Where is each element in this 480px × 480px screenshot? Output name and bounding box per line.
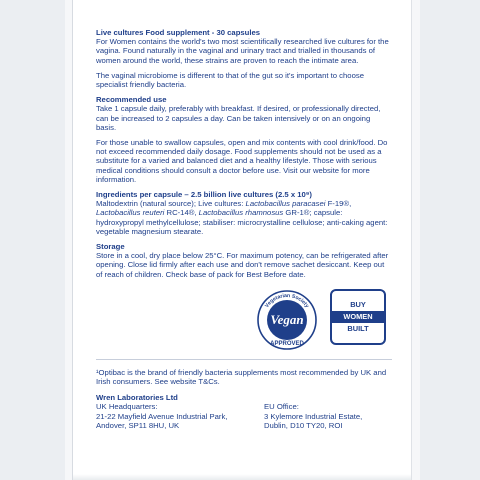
- swallow-advice-text: For those unable to swallow capsules, open and mix contents with cool drink/food. Do not exceed recommended daily dosage. Food supplements should not be used as a substitute for a varied and balanced diet and a healthy lifestyle. Those with serious medical conditions should consult a doctor before use. Visit our website for more information.: [96, 138, 388, 184]
- uk-title: UK Headquarters:: [96, 402, 158, 412]
- women-text: WOMEN: [332, 311, 384, 323]
- ingredients-heading: Ingredients per capsule – 2.5 billion live cultures (2.5 x 10⁹): [96, 190, 312, 200]
- eu-address: [264, 402, 392, 430]
- eu-line2: Dublin, D10 TY20, ROI: [264, 420, 343, 430]
- product-heading: Live cultures Food supplement - 30 capsules: [96, 28, 261, 37]
- recommended-use-text: Take 1 capsule daily, preferably with breakfast. If desired, or professionally directed, can be increased to 2 capsules a day. Can be taken intensively or on an ongoing basis.: [96, 104, 381, 132]
- divider: [96, 359, 392, 360]
- vegan-word: Vegan: [270, 311, 304, 327]
- badges-row: [96, 287, 392, 357]
- ingredients-text: [96, 199, 392, 236]
- buy-women-built-badge: [330, 289, 386, 345]
- addresses: [96, 402, 392, 430]
- box-right-edge: [411, 0, 420, 480]
- label-text: [96, 28, 392, 430]
- ingredients-rest: hydroxypropyl methylcellulose; stabiliser: microcrystalline cellulose; anti-caking agent: vegetable magnesium stearate.: [96, 217, 388, 236]
- vegan-approved: APPROVED: [270, 340, 304, 347]
- uk-line1: 21-22 Mayfield Avenue Industrial Park,: [96, 411, 228, 421]
- strain-reuteri-code: RC-14®,: [164, 208, 199, 218]
- strain-paracasei: Lactobacillus paracasei: [245, 199, 326, 209]
- uk-line2: Andover, SP11 8HU, UK: [96, 420, 180, 430]
- recommended-use-heading: Recommended use: [96, 95, 167, 105]
- buy-text: BUY: [350, 299, 366, 309]
- eu-title: EU Office:: [264, 402, 299, 412]
- strain-paracasei-code: F-19®,: [325, 199, 352, 209]
- storage-text: Store in a cool, dry place below 25°C. For maximum potency, can be refrigerated after opening. Close lid firmly after each use and don't remove sachet desiccant. Keep out of reach of children. Check base of pack for Best Before date.: [96, 251, 389, 279]
- storage-heading: Storage: [96, 242, 125, 252]
- eu-line1: 3 Kylemore Industrial Estate,: [264, 411, 363, 421]
- ingredients-intro: Maltodextrin (natural source); Live cultures:: [96, 199, 246, 209]
- vegan-ring-text: Vegetarian Society: [264, 292, 310, 309]
- microbiome-paragraph: The vaginal microbiome is different to that of the gut so it's important to choose specialist friendly bacteria.: [96, 70, 364, 90]
- strain-rhamnosus: Lactobacillus rhamnosus: [198, 208, 284, 218]
- uk-address: [96, 402, 256, 430]
- vegan-logo: [256, 289, 318, 351]
- intro-paragraph: For Women contains the world's two most scientifically researched live cultures for the vagina. Found naturally in the vaginal and urinary tract and trialled in thousands of women around the world, these strains are proven to reach the intimate area.: [96, 37, 389, 65]
- built-text: BUILT: [347, 323, 369, 333]
- footnote: ¹Optibac is the brand of friendly bacteria supplements most recommended by UK and Irish consumers. See website T&Cs.: [96, 367, 387, 387]
- company-name: Wren Laboratories Ltd: [96, 393, 178, 403]
- strain-rhamnosus-code: GR-1®; capsule:: [283, 208, 343, 218]
- strain-reuteri: Lactobacillus reuteri: [96, 208, 165, 218]
